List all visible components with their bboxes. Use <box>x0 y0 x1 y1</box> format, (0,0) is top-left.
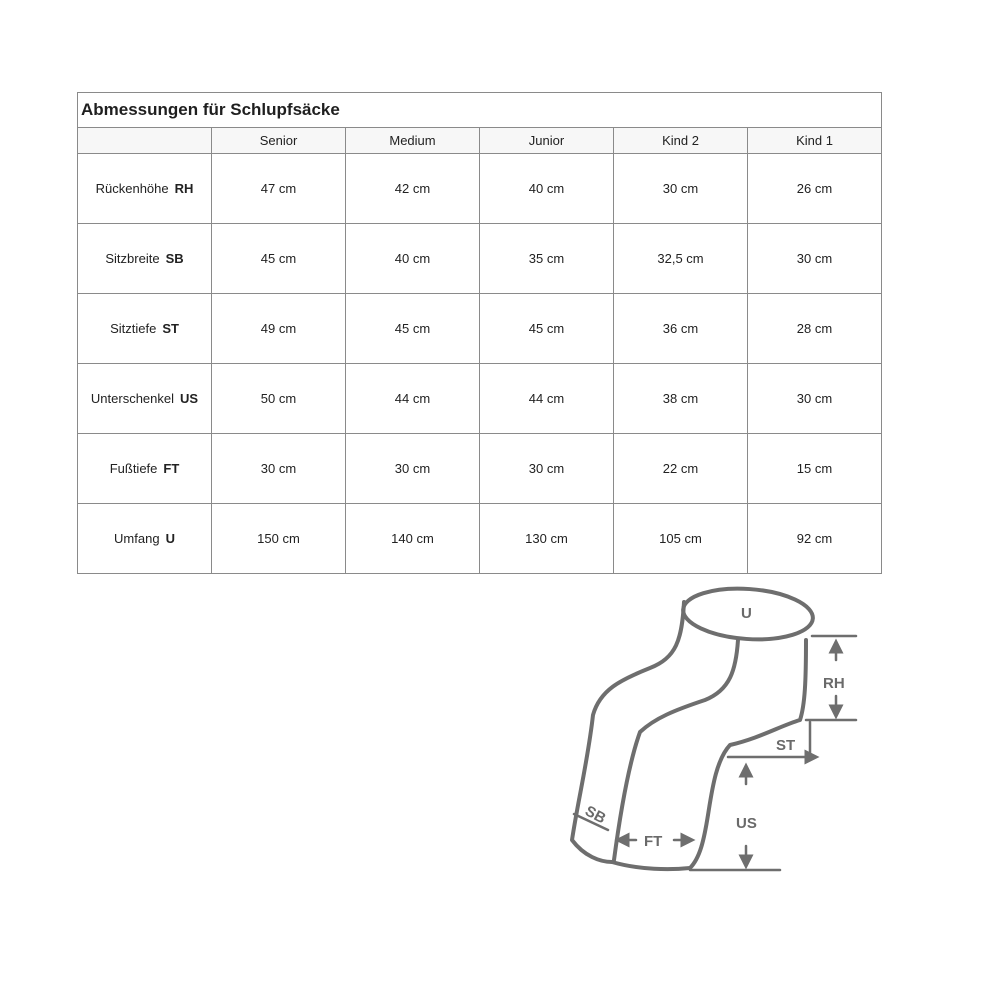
table-cell: 42 cm <box>346 154 480 224</box>
row-label: Rückenhöhe <box>95 181 169 196</box>
column-header-senior: Senior <box>212 128 346 154</box>
table-cell: 26 cm <box>748 154 882 224</box>
table-cell: 130 cm <box>480 504 614 574</box>
label-rh: RH <box>823 675 845 692</box>
table-cell: 30 cm <box>748 224 882 294</box>
table-cell: 32,5 cm <box>614 224 748 294</box>
table-header-row <box>78 128 882 154</box>
row-code: U <box>165 531 175 546</box>
table-row <box>78 294 882 364</box>
table-cell: 15 cm <box>748 434 882 504</box>
row-header <box>78 294 212 364</box>
row-header <box>78 154 212 224</box>
table-cell: 50 cm <box>212 364 346 434</box>
seat-front-contour <box>690 640 806 868</box>
row-header <box>78 434 212 504</box>
table-cell: 45 cm <box>212 224 346 294</box>
table-cell: 38 cm <box>614 364 748 434</box>
row-header <box>78 504 212 574</box>
label-sb: SB <box>582 802 609 828</box>
table-cell: 150 cm <box>212 504 346 574</box>
measurement-diagram <box>540 580 880 890</box>
table-cell: 44 cm <box>346 364 480 434</box>
table-title: Abmessungen für Schlupfsäcke <box>78 93 882 128</box>
table-cell: 35 cm <box>480 224 614 294</box>
column-header-junior: Junior <box>480 128 614 154</box>
column-header-kind-2: Kind 2 <box>614 128 748 154</box>
table-cell: 28 cm <box>748 294 882 364</box>
label-u: U <box>741 605 752 622</box>
label-us: US <box>736 815 757 832</box>
row-header <box>78 224 212 294</box>
column-header-medium: Medium <box>346 128 480 154</box>
table-cell: 40 cm <box>346 224 480 294</box>
back-contour <box>572 602 684 862</box>
table-row <box>78 434 882 504</box>
table-cell: 30 cm <box>614 154 748 224</box>
row-header <box>78 364 212 434</box>
label-ft: FT <box>644 833 663 850</box>
row-label: Sitztiefe <box>110 321 157 336</box>
row-code: FT <box>163 461 180 476</box>
row-label: Unterschenkel <box>90 391 175 406</box>
seat-inner-contour <box>614 640 738 860</box>
table-cell: 36 cm <box>614 294 748 364</box>
table-cell: 30 cm <box>480 434 614 504</box>
table-cell: 30 cm <box>346 434 480 504</box>
table-row <box>78 154 882 224</box>
row-code: ST <box>162 321 179 336</box>
table-cell: 47 cm <box>212 154 346 224</box>
table-cell: 45 cm <box>480 294 614 364</box>
row-code: US <box>180 391 199 406</box>
table-row <box>78 504 882 574</box>
row-label: Fußtiefe <box>109 461 158 476</box>
table-title-row <box>78 93 882 128</box>
dimensions-table <box>77 92 882 574</box>
table-cell: 92 cm <box>748 504 882 574</box>
bottom-contour <box>612 862 690 869</box>
table-cell: 49 cm <box>212 294 346 364</box>
table-row <box>78 224 882 294</box>
column-header-kind-1: Kind 1 <box>748 128 882 154</box>
bean-bag-outline <box>572 585 815 870</box>
row-label: Umfang <box>114 531 160 546</box>
table-cell: 140 cm <box>346 504 480 574</box>
table-cell: 45 cm <box>346 294 480 364</box>
row-label: Sitzbreite <box>105 251 160 266</box>
table-cell: 30 cm <box>748 364 882 434</box>
label-st: ST <box>776 737 796 754</box>
table-cell: 105 cm <box>614 504 748 574</box>
table-cell: 22 cm <box>614 434 748 504</box>
table-row <box>78 364 882 434</box>
row-code: SB <box>165 251 184 266</box>
table-cell: 30 cm <box>212 434 346 504</box>
table-cell: 40 cm <box>480 154 614 224</box>
column-header-empty <box>78 128 212 154</box>
row-code: RH <box>174 181 194 196</box>
table-cell: 44 cm <box>480 364 614 434</box>
